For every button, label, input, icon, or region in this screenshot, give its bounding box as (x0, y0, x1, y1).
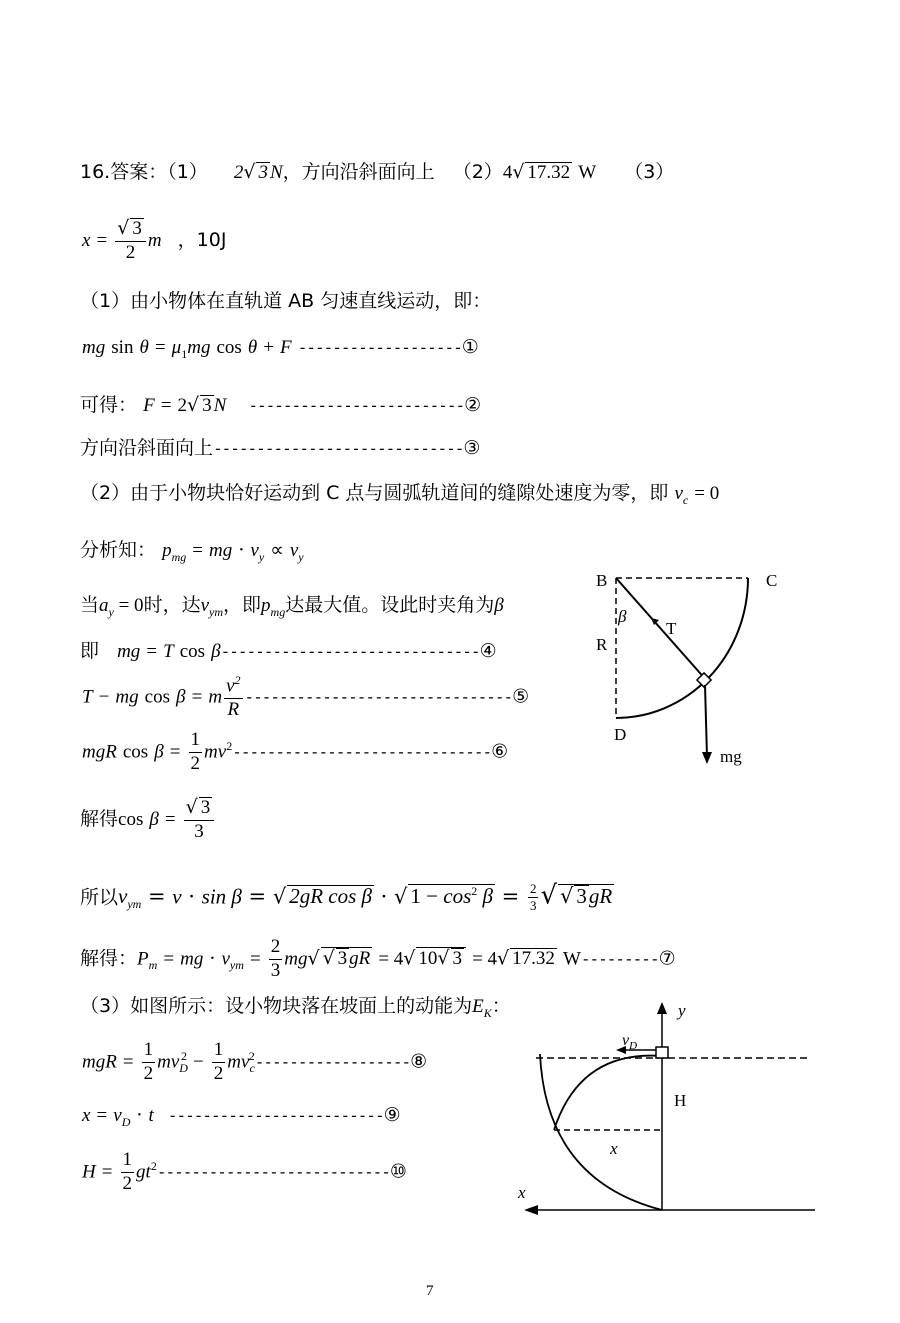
x-axis-arrow (524, 1205, 538, 1215)
tension-line (616, 578, 707, 681)
analysis-prefix: 分析知： (80, 539, 157, 561)
part2-intro-line: （2）由于小物块恰好运动到 C 点与圆弧轨道间的缝隙处速度为零，即 $v_c = 0$ (80, 482, 720, 507)
eq5-mark: ⑤ (512, 686, 530, 708)
eq6-mark: ⑥ (491, 741, 509, 763)
eq2-mark: ② (464, 395, 482, 416)
x-unit: m (147, 229, 162, 251)
figure-projectile (510, 990, 830, 1230)
label-mg: mg (720, 747, 742, 766)
condition-line: 当$a_y = 0$时，达$v_{ym}$，即$p_{mg}$达最大值。设此时夹角为β (80, 594, 504, 619)
gravity-arrow (702, 752, 712, 764)
vym-prefix: 所以 (80, 886, 119, 909)
part2-label: （2） (452, 161, 503, 183)
trajectory (554, 1056, 662, 1130)
slope-arc (540, 1054, 662, 1210)
eq9-line: $x = v_D \cdot t$ -------------------------⑨ (82, 1104, 401, 1129)
eq2-line: 可得： F = 2√ 3 N -------------------------② (80, 394, 482, 416)
analysis-line: 分析知： $p_{mg}$ = mg · $v_y \propto v_y$ (80, 539, 304, 564)
result-prefix: 解得： (80, 947, 138, 970)
eq4-prefix: 即 (80, 640, 100, 662)
eq3-line: 方向沿斜面向上-----------------------------③ (80, 437, 481, 459)
part3-label: （3） (624, 161, 675, 183)
answer-prefix: 16.答案：（1） (80, 161, 208, 183)
eq10-mark: ⑩ (389, 1161, 407, 1183)
label-x-axis: x (518, 1183, 526, 1202)
eq1-mark: ① (461, 337, 479, 358)
cond-c: ，即 (223, 594, 262, 616)
eq2-prefix: 可得： (80, 394, 138, 416)
eq8-line: mgR = $\frac{1}{2}$ $mv_D^2$ − $\frac{1}{2}$ $mv_c^2------------------⑧$ (82, 1039, 428, 1084)
force-answer: 2√ 3 N (233, 161, 283, 183)
eq10-line: H = $\frac{1}{2}$ $gt^2---------------------------⑩$ (82, 1149, 407, 1194)
label-beta: β (618, 607, 627, 626)
gravity-line (705, 685, 707, 757)
x-fraction: $\frac{√ 3}{2}$ (115, 218, 146, 264)
eq6-line: mgR cos β = $\frac{1}{2}$ $mv^2------------------------------⑥$ (82, 729, 509, 774)
solve-prefix: 解得 (80, 807, 119, 830)
label-vd: $v_D$ (622, 1032, 638, 1052)
vym-line: 所以$v_{ym} = v \cdot \sin \beta$ = √ 2gR cos β · √ $1 - \cos^2 \beta$ = $\frac{2}{3}$ √ √ 3gR (80, 880, 613, 914)
part2-intro: （2）由于小物块恰好运动到 C 点与圆弧轨道间的缝隙处速度为零，即 (80, 482, 669, 504)
solve-cos-line: 解得cos β = $\frac{√ 3}{3}$ (80, 797, 216, 843)
eq4-mark: ④ (479, 641, 497, 662)
result-unit: W (562, 948, 581, 970)
label-b: B (596, 571, 608, 590)
energy-answer: ，10J (177, 228, 227, 251)
eq7-mark: ⑦ (658, 948, 676, 970)
part1-intro: （1）由小物体在直轨道 AB 匀速直线运动，即： (80, 290, 492, 312)
eq9-mark: ⑨ (383, 1105, 401, 1126)
label-x-inner: x (610, 1139, 618, 1158)
eq1-line: mg $\sin \theta = \mu_1mg$ cos θ + F -------------------① (82, 337, 479, 361)
page-number: 7 (426, 1283, 434, 1299)
eq3-text: 方向沿斜面向上 (80, 437, 214, 459)
label-c: C (766, 571, 778, 590)
label-y: y (678, 1001, 686, 1020)
label-d: D (614, 725, 627, 744)
cond-b: 时，达 (143, 594, 201, 616)
label-h: H (674, 1091, 687, 1110)
eq3-mark: ③ (463, 438, 481, 459)
answer-line-1 (80, 162, 674, 182)
direction-text: ，方向沿斜面向上 (282, 161, 435, 183)
part3-intro-line: （3）如图所示：设小物块落在坡面上的动能为$E_K$： (80, 995, 511, 1020)
cond-a: 当 (80, 594, 100, 616)
label-r: R (596, 635, 608, 654)
label-t: T (666, 619, 677, 638)
block (656, 1047, 668, 1058)
answer-line-2: x = $\frac{√ 3}{2}$ m ，10J (82, 217, 227, 263)
figure-circular-track (580, 560, 820, 780)
block-marker (697, 673, 711, 687)
result-line: 解得：$P_m$ = mg · $v_{ym}$ = $\frac{2}{3}$ mg√ √ 3 gR = 4√ 10√ 3 = 4√ 17.32 W---------⑦ (80, 936, 676, 981)
part3-intro: （3）如图所示：设小物块落在坡面上的动能为 (80, 995, 473, 1017)
power-answer: 4√ 17.32 (502, 161, 571, 183)
power-unit: W (578, 162, 597, 183)
eq4-line: 即 mg = T cos β------------------------------④ (80, 640, 497, 662)
cond-d: 达最大值。设此时夹角为 (285, 594, 495, 616)
eq8-mark: ⑧ (410, 1051, 428, 1073)
y-axis-arrow (657, 1002, 667, 1014)
eq5-line: T − mg cos β = m $\frac{v^2}{R}$ -------------------------------⑤ (82, 673, 530, 721)
